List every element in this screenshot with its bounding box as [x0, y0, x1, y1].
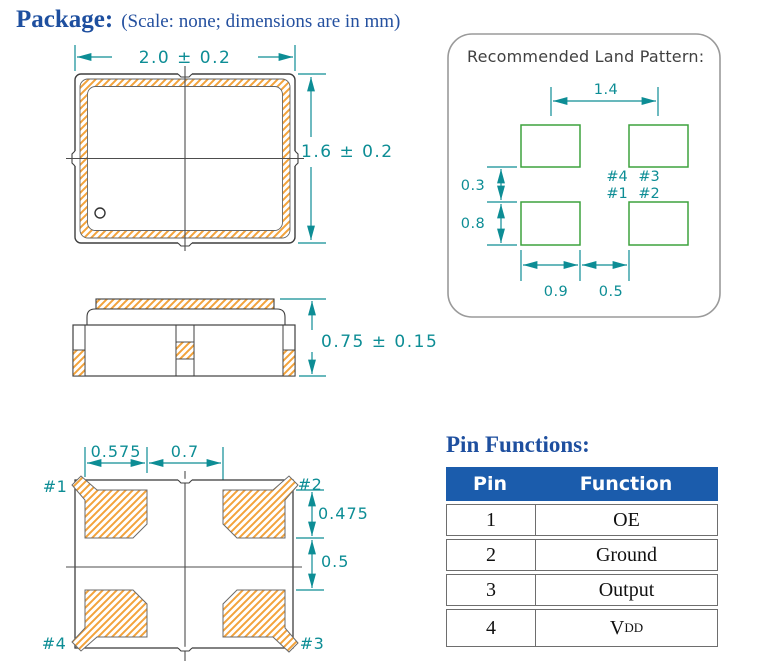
table-row	[446, 574, 718, 606]
bottom-view-pad-gap-dim: 0.7	[170, 442, 200, 461]
pin-number: 1	[447, 505, 536, 535]
pin-function-text: V	[609, 616, 625, 639]
side-view-left-terminal	[73, 350, 85, 376]
side-view-height-dim: 0.75 ± 0.15	[321, 332, 439, 352]
pin-functions-table	[446, 467, 718, 647]
land-pattern-col-gap-dim: 0.5	[598, 284, 624, 300]
land-pattern-title: Recommended Land Pattern:	[467, 47, 705, 66]
table-row	[446, 504, 718, 536]
package-top-view	[66, 45, 394, 251]
column-header-function: Function	[579, 473, 673, 495]
land-pattern-row-gap-dim: 0.3	[460, 178, 486, 194]
side-view-body-top	[87, 309, 285, 325]
pin-function	[536, 540, 717, 570]
land-pattern-pad-width-dim: 0.9	[543, 284, 569, 300]
pin-number: 3	[447, 575, 536, 605]
land-pattern-pin2-label: #2	[638, 186, 660, 202]
pin-functions-header-row	[446, 467, 718, 501]
land-pattern-pin3-label: #3	[638, 169, 660, 185]
pin-number: 2	[447, 540, 536, 570]
pin-function-text: Ground	[595, 543, 658, 566]
pin-number: 4	[447, 610, 536, 646]
side-view-lid-bar	[96, 299, 274, 309]
bottom-view-row-gap-dim: 0.5	[321, 552, 350, 571]
side-view-center-terminal	[176, 342, 194, 359]
pin-functions-title: Pin Functions:	[446, 432, 590, 457]
column-header-pin: Pin	[473, 473, 507, 495]
package-bottom-view	[42, 442, 369, 661]
pin-function	[536, 505, 717, 535]
pin-function-subscript: DD	[624, 620, 644, 635]
land-pattern-panel	[448, 34, 720, 317]
top-view-height-dim: 1.6 ± 0.2	[301, 142, 394, 162]
land-pattern-pin4-label: #4	[606, 169, 628, 185]
bottom-view-pin2-label: #2	[297, 475, 323, 494]
pin1-marker-dot	[95, 208, 105, 218]
land-pattern-pad-height-dim: 0.8	[460, 216, 486, 232]
bottom-view-pin3-label: #3	[299, 634, 325, 653]
top-view-width-dim: 2.0 ± 0.2	[138, 48, 232, 68]
table-row	[446, 539, 718, 571]
land-pattern-pin1-label: #1	[606, 186, 628, 202]
side-view-right-terminal	[283, 350, 295, 376]
land-pattern-pitch-dim: 1.4	[593, 82, 619, 98]
bottom-view-pad-width-dim: 0.575	[90, 442, 142, 461]
page-title: Package:	[16, 6, 114, 33]
pin-function-text: OE	[613, 508, 640, 531]
package-side-view	[73, 299, 438, 376]
pin-function	[536, 610, 717, 646]
table-row	[446, 609, 718, 647]
bottom-view-pin1-label: #1	[42, 477, 68, 496]
page-subtitle: (Scale: none; dimensions are in mm)	[121, 11, 401, 32]
land-pattern-border	[448, 34, 720, 317]
bottom-view-pin4-label: #4	[41, 634, 67, 653]
bottom-view-pad-height-dim: 0.475	[318, 504, 369, 523]
pin-function	[536, 575, 717, 605]
pin-function-text: Output	[598, 578, 655, 601]
